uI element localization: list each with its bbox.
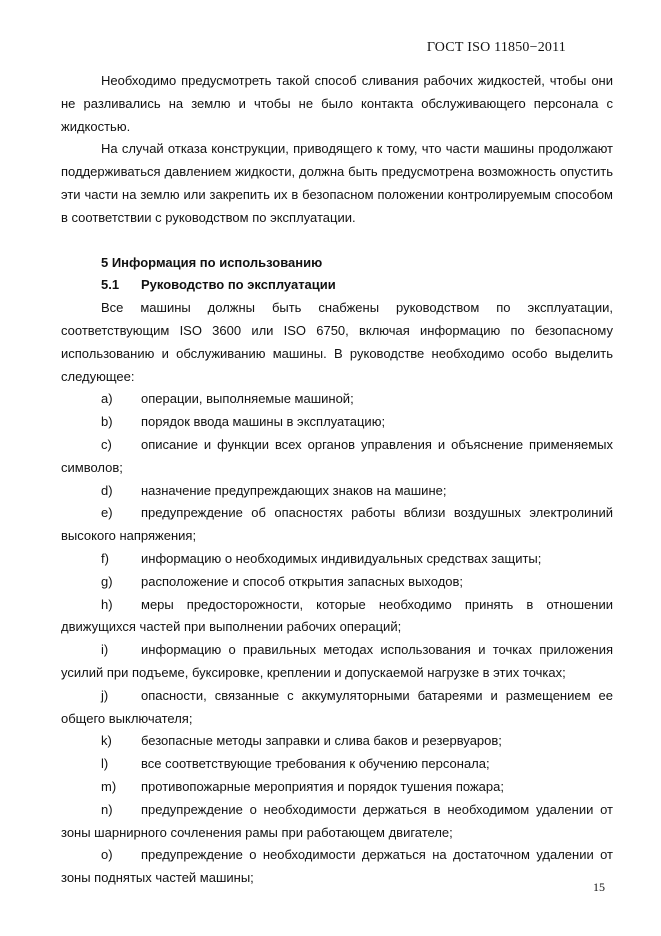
subsection-number: 5.1 [101,277,120,293]
list-item [61,411,613,434]
list-item-letter: i) [101,642,109,658]
list-item [61,753,613,776]
paragraph-fluid-draining: Необходимо предусмотреть такой способ сливания рабочих жидкостей, чтобы они не разливались на землю и чтобы не было контакта обслуживающего персонала с жидкостью. [61,73,613,134]
list-item-text: информацию о необходимых индивидуальных средствах защиты; [141,550,542,566]
list-item-text: назначение предупреждающих знаков на машине; [141,482,447,498]
list-item-text: описание и функции всех органов управления и объяснение применяемых символов; [61,436,613,475]
list-item-letter: e) [101,505,113,521]
list-item [61,844,613,890]
list-item-text: предупреждение о необходимости держаться в необходимом удалении от зоны шарнирного сочленения рамы при работающем двигателе; [61,801,613,840]
spacer [61,230,613,252]
list-item [61,480,613,503]
intro-paragraph: Все машины должны быть снабжены руководством по эксплуатации, соответствующим ISO 3600 или ISO 6750, включая информацию по безопасному использованию и обслуживанию машины. В руководстве необходимо особо выделить следующее: [61,300,613,384]
list-item-text: предупреждение о необходимости держаться на достаточном удалении от зоны поднятых частей машины; [61,847,613,886]
list-item-text: все соответствующие требования к обучению персонала; [141,756,490,772]
list-item-letter: h) [101,596,113,612]
list-item-text: меры предосторожности, которые необходимо принять в отношении движущихся частей при выполнении рабочих операций; [61,596,613,635]
list-item-letter: k) [101,733,112,749]
list-item-text: расположение и способ открытия запасных выходов; [141,573,464,589]
list-item-letter: a) [101,391,113,407]
list-item-text: безопасные методы заправки и слива баков и резервуаров; [141,733,502,749]
list-item-text: информацию о правильных методах использования и точках приложения усилий при подъеме, буксировке, креплении и допускаемой нагрузке в этих точках; [61,642,613,680]
list-item-letter: c) [101,436,112,452]
list-item [61,799,613,845]
list-item [61,434,613,480]
list-item [61,730,613,753]
list-item-letter: n) [101,801,113,817]
list-item [61,594,613,640]
list-item-text: предупреждение об опасностях работы вблизи воздушных электролиний высокого напряжения; [61,505,613,544]
page-body [61,70,613,890]
subsection-title: Руководство по эксплуатации [141,277,336,293]
list-item-text: операции, выполняемые машиной; [141,391,354,407]
list-item-text: противопожарные мероприятия и порядок тушения пожара; [141,778,504,794]
list-item [61,388,613,411]
list-item [61,639,613,685]
requirements-list [61,388,613,890]
list-item-text: порядок ввода машины в эксплуатацию; [141,414,386,430]
list-item-letter: o) [101,847,113,863]
section-heading: 5 Информация по использованию [101,254,323,270]
list-item-letter: d) [101,482,113,498]
list-item-letter: f) [101,550,109,566]
list-item [61,502,613,548]
list-item [61,685,613,731]
list-item-letter: l) [101,756,109,772]
list-item-letter: m) [101,778,117,794]
paragraph-structural-failure: На случай отказа конструкции, приводящего к тому, что части машины продолжают поддерживаться давлением жидкости, должна быть предусмотрена возможность опустить эти части на землю или закрепить их в безопасном положении контролируемым способом в соответствии с руководством по эксплуатации. [61,141,613,225]
list-item-letter: b) [101,414,113,430]
list-item-text: опасности, связанные с аккумуляторными батареями и размещением ее общего выключателя; [61,687,613,726]
list-item-letter: g) [101,573,113,589]
page-number: 15 [593,880,605,894]
list-item [61,776,613,799]
list-item [61,571,613,594]
list-item-letter: j) [101,687,109,703]
subsection-heading [61,274,613,297]
list-item [61,548,613,571]
document-header: ГОСТ ISO 11850−2011 [426,40,566,55]
